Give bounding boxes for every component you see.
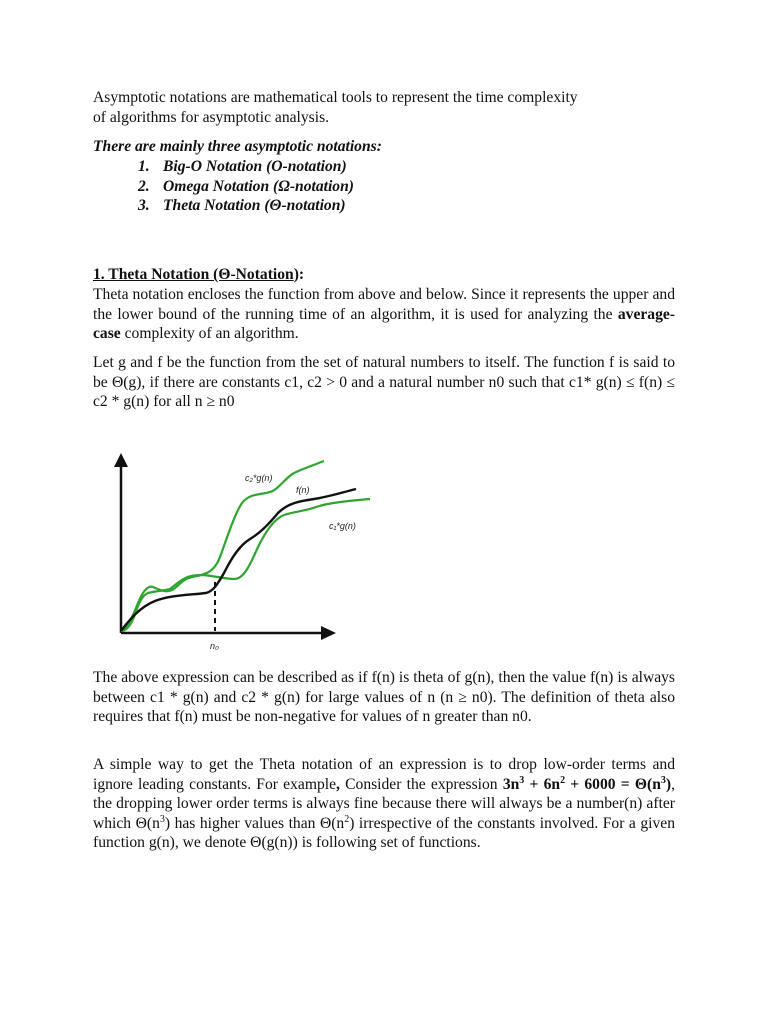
- list-item: [138, 196, 354, 216]
- paragraph-text: Theta notation encloses the function from above and below. Since it represents the upper and the lower bound of the running time of an algorithm, it is used for analyzing the: [93, 286, 675, 323]
- section-heading-underlined: 1. Theta Notation (Θ-Notation: [93, 266, 294, 283]
- section-heading: [93, 265, 675, 285]
- section-heading-tail: ):: [293, 266, 305, 283]
- lower-bound-curve: [121, 499, 370, 631]
- expression-part: + 6000 = Θ(n: [565, 775, 661, 793]
- upper-bound-curve: [121, 461, 324, 631]
- theta-graph: [100, 445, 380, 655]
- explanation-paragraph: The above expression can be described as if f(n) is theta of g(n), then the value f(n) is always between c1 * g(n) and c2 * g(n) for large values of n (n ≥ n0). The definition of theta also requires that f(n) must be non-negative for values of n greater than n0.: [93, 669, 675, 725]
- f-label: f(n): [296, 485, 310, 495]
- expression-part: + 6n: [524, 775, 561, 793]
- example-expression: [503, 776, 671, 793]
- list-heading: There are mainly three asymptotic notations:: [93, 138, 382, 155]
- paragraph-text: ) irrespective of the constants involved. For a given function g(n), we denote Θ(g(n)) is following set of functions.: [93, 814, 675, 851]
- list-item: [138, 157, 354, 177]
- paragraph-text: , the dropping lower order terms is always fine because there will always be a number(n) after which Θ(n: [93, 775, 675, 832]
- upper-bound-label: c₂*g(n): [245, 473, 273, 483]
- theta-definition-paragraph: [93, 285, 675, 344]
- list-item-label: Theta Notation (Θ-notation): [163, 197, 346, 214]
- notation-list: [138, 157, 354, 216]
- list-item-label: Big-O Notation (O-notation): [163, 158, 347, 175]
- exponent: 2: [344, 813, 350, 825]
- list-item: [138, 177, 354, 197]
- list-item-number: 1.: [138, 158, 150, 175]
- paragraph-text: ) has higher values than Θ(n: [164, 814, 345, 832]
- average-case-term: average-case: [93, 305, 675, 342]
- paragraph-text: complexity of an algorithm.: [120, 325, 299, 342]
- exponent: 3: [660, 774, 666, 786]
- lower-bound-label: c₁*g(n): [329, 521, 356, 531]
- intro-line-2: of algorithms for asymptotic analysis.: [93, 108, 330, 126]
- expression-part: 3n: [502, 775, 520, 793]
- x-axis-arrow-icon: [321, 626, 336, 640]
- list-item-number: 2.: [138, 177, 150, 195]
- paragraph-text: A simple way to get the Theta notation of an expression is to drop low-order terms and ignore leading constants. For example: [93, 756, 675, 793]
- n0-label: n₀: [210, 641, 219, 651]
- expression-part: ): [665, 775, 672, 793]
- list-item-label: Omega Notation (Ω-notation): [163, 177, 354, 195]
- intro-paragraph: [93, 88, 675, 127]
- paragraph-text: ,: [336, 775, 340, 793]
- intro-line-1: Asymptotic notations are mathematical tools to represent the time complexity: [93, 89, 578, 106]
- paragraph-text: Consider the expression: [339, 775, 503, 793]
- exponent: 2: [560, 774, 566, 786]
- formal-definition-paragraph: Let g and f be the function from the set of natural numbers to itself. The function f is said to be Θ(g), if there are constants c1, c2 > 0 and a natural number n0 such that c1* g(n) ≤ f(n) ≤ c2 * g(n) for all n ≥ n0: [93, 354, 675, 410]
- exponent: 3: [519, 774, 525, 786]
- example-paragraph: [93, 755, 675, 853]
- exponent: 3: [159, 813, 165, 825]
- list-item-number: 3.: [138, 197, 150, 214]
- y-axis-arrow-icon: [114, 453, 128, 467]
